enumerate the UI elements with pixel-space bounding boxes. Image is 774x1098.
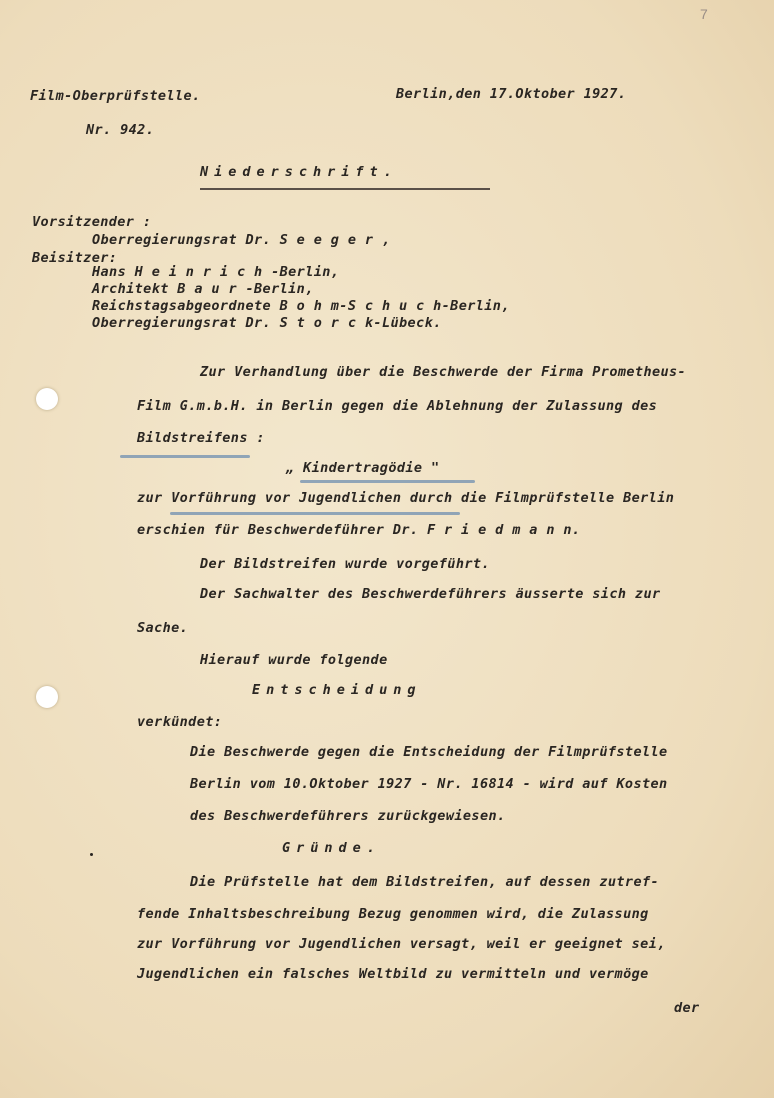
paragraph-line: Sache. <box>137 620 189 636</box>
paragraph-line: des Beschwerdeführers zurückgewiesen. <box>190 808 506 824</box>
paragraph-line: Bildstreifens : <box>137 430 265 446</box>
office-name: Film-Oberprüfstelle. <box>30 88 201 104</box>
paragraph-line: fende Inhaltsbeschreibung Bezug genommen wird, die Zulassung <box>137 906 649 922</box>
punch-hole <box>36 686 58 708</box>
decision-heading: Entscheidung <box>252 682 422 698</box>
film-title: „ Kindertragödie " <box>286 460 440 476</box>
paragraph-line: verkündet: <box>137 714 223 730</box>
paragraph-line: zur Vorführung vor Jugendlichen versagt, weil er geeignet sei, <box>137 936 666 952</box>
ink-speck <box>90 853 93 856</box>
member-2: Architekt B a u r -Berlin, <box>92 281 314 297</box>
paragraph-line: Berlin vom 10.Oktober 1927 - Nr. 16814 - wird auf Kosten <box>190 776 668 792</box>
continuation-word: der <box>674 1000 700 1016</box>
blue-pencil-mark <box>170 512 460 515</box>
reasons-heading: Gründe. <box>282 840 381 856</box>
member-3: Reichstagsabgeordnete B o h m-S c h u c h-Berlin, <box>92 298 510 314</box>
document-number: Nr. 942. <box>86 122 155 138</box>
chair-name: Oberregierungsrat Dr. S e e g e r , <box>92 232 391 248</box>
members-label: Beisitzer: <box>32 250 118 266</box>
punch-hole <box>36 388 58 410</box>
place-date: Berlin,den 17.Oktober 1927. <box>396 86 627 102</box>
paragraph-line: Der Bildstreifen wurde vorgeführt. <box>200 556 490 572</box>
blue-pencil-mark <box>120 455 250 458</box>
paragraph-line: Zur Verhandlung über die Beschwerde der Firma Prometheus- <box>200 364 687 380</box>
title-underline <box>200 188 490 190</box>
paragraph-line: Hierauf wurde folgende <box>200 652 388 668</box>
paragraph-line: Der Sachwalter des Beschwerdeführers äusserte sich zur <box>200 586 661 602</box>
paragraph-line: Die Beschwerde gegen die Entscheidung der Filmprüfstelle <box>190 744 668 760</box>
document-title: Niederschrift. <box>200 164 398 180</box>
paragraph-line: zur Vorführung vor Jugendlichen durch die Filmprüfstelle Berlin <box>137 490 675 506</box>
member-4: Oberregierungsrat Dr. S t o r c k-Lübeck. <box>92 315 442 331</box>
paragraph-line: Jugendlichen ein falsches Weltbild zu vermitteln und vermöge <box>137 966 649 982</box>
chair-label: Vorsitzender : <box>32 214 152 230</box>
page-number: 7 <box>700 6 708 22</box>
paragraph-line: erschien für Beschwerdeführer Dr. F r i e d m a n n. <box>137 522 581 538</box>
paragraph-line: Die Prüfstelle hat dem Bildstreifen, auf dessen zutref- <box>190 874 660 890</box>
member-1: Hans H e i n r i c h -Berlin, <box>92 264 340 280</box>
paragraph-line: Film G.m.b.H. in Berlin gegen die Ablehnung der Zulassung des <box>137 398 658 414</box>
blue-pencil-mark <box>300 480 475 483</box>
